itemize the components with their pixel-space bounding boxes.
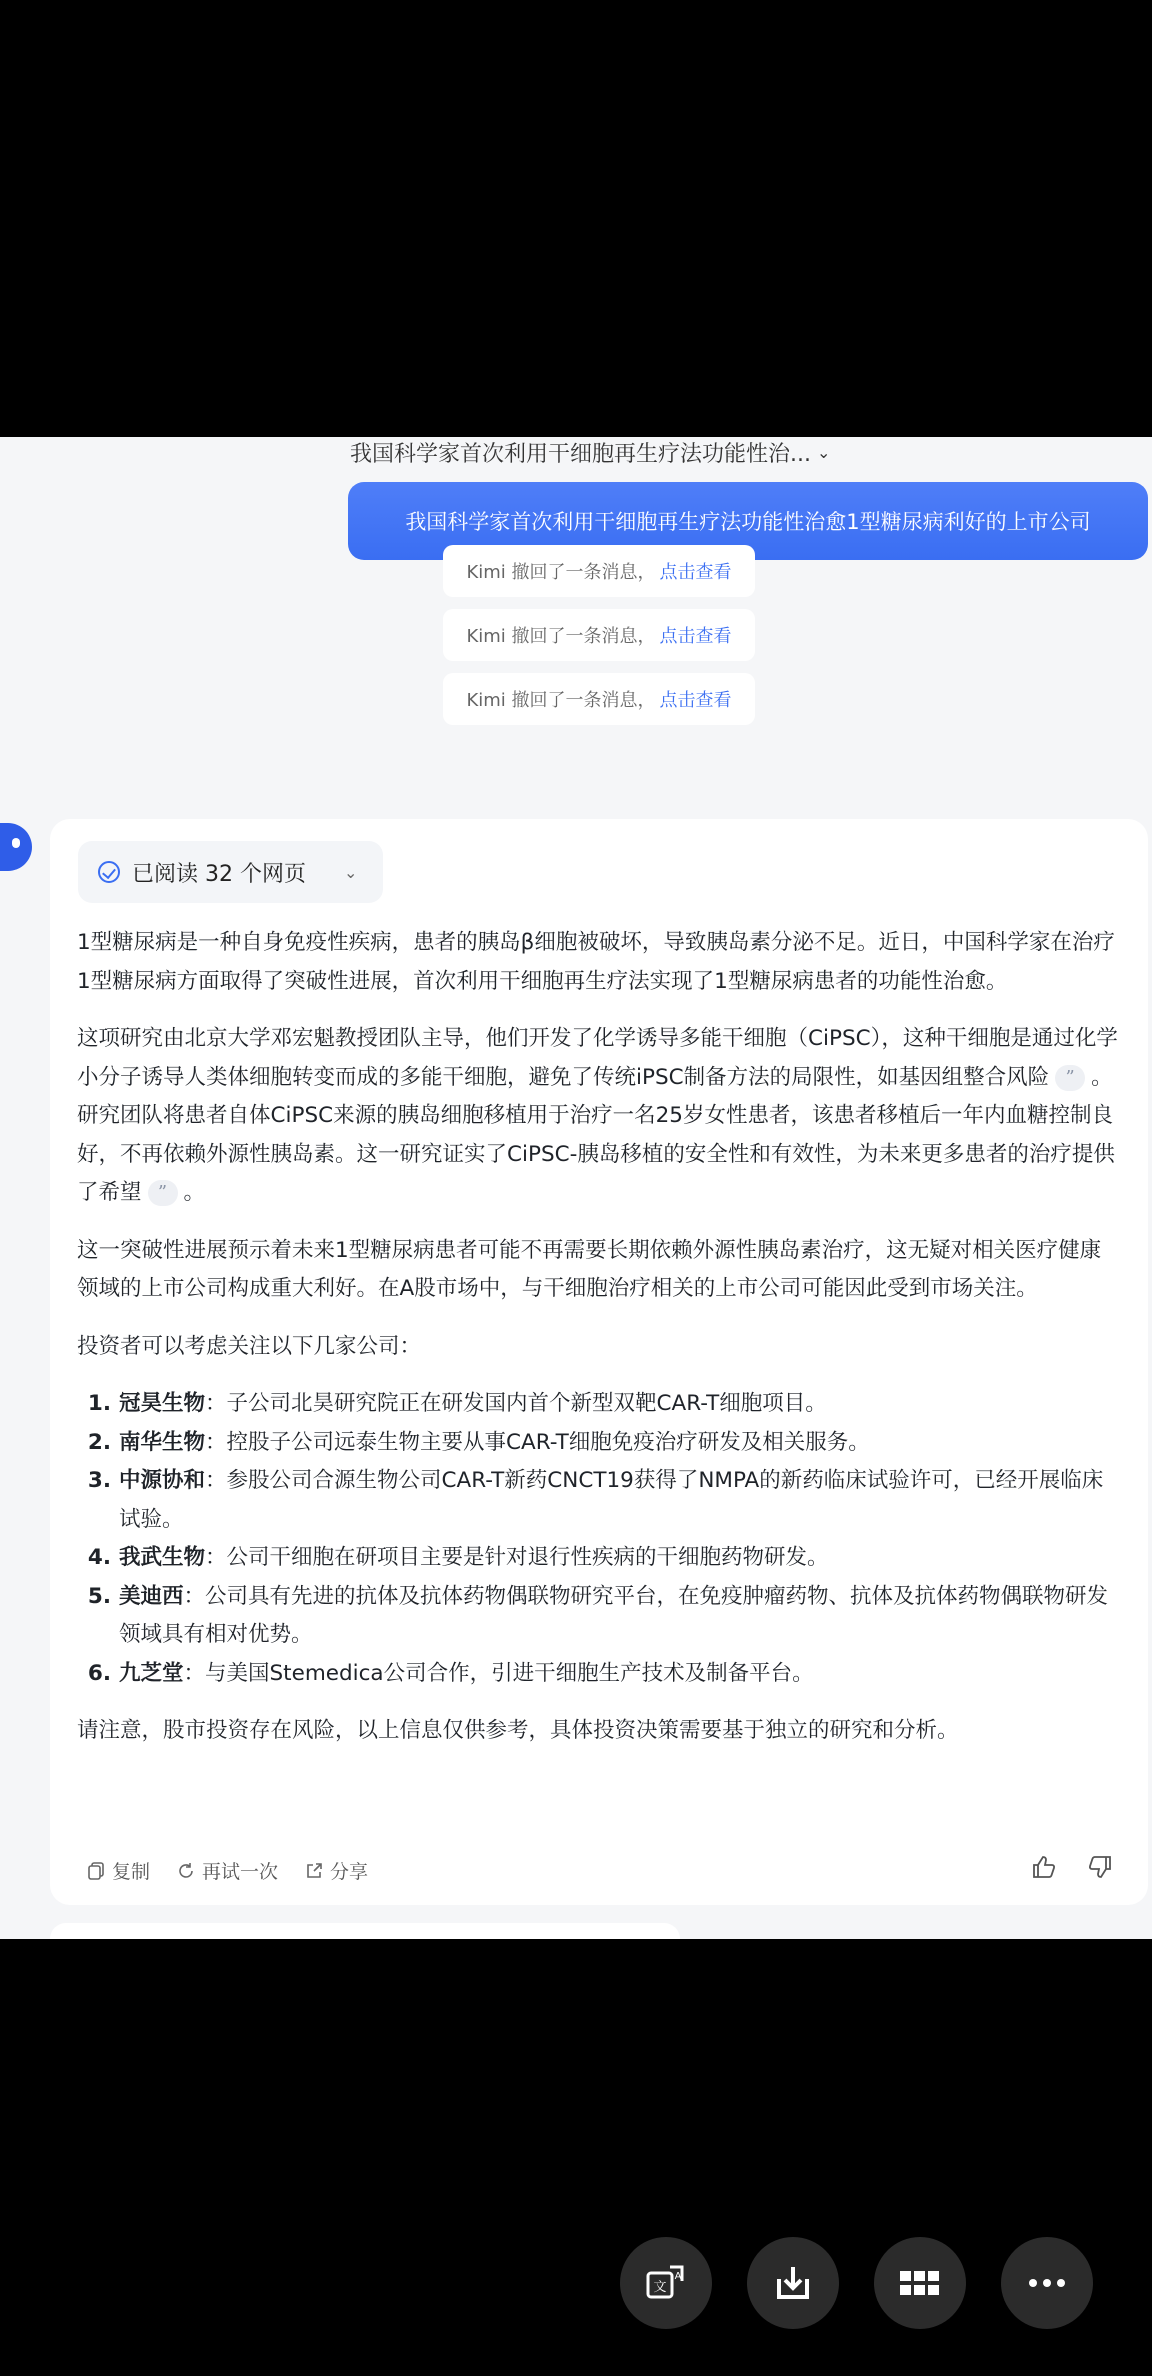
paragraph: 这项研究由北京大学邓宏魁教授团队主导，他们开发了化学诱导多能干细胞（CiPSC），这种干细胞是通过化学小分子诱导人类体细胞转变而成的多能干细胞，避免了传统iPSC制备方法的局限性，如基因组整合风险 ” 。研究团队将患者自体CiPSC来源的胰岛细胞移植用于治疗一名25岁女性患者，该患者移植后一年内血糖控制良好，不再依赖外源性胰岛素。这一研究证实了CiPSC-胰岛移植的安全性和有效性，为未来更多患者的治疗提供了希望 ” 。 <box>77 1026 1118 1205</box>
answer-card <box>50 819 1148 1905</box>
chevron-down-icon: ⌄ <box>816 442 831 462</box>
paragraph: 投资者可以考虑关注以下几家公司： <box>77 1333 422 1359</box>
read-sources-button[interactable]: 已阅读 32 个网页 ⌄ <box>78 841 383 903</box>
top-letterbox <box>0 0 1152 437</box>
list-item: 4. 我武生物：公司干细胞在研项目主要是针对退行性疾病的干细胞药物研发。 <box>87 1545 829 1570</box>
paragraph: 1型糖尿病是一种自身免疫性疾病，患者的胰岛β细胞被破坏，导致胰岛素分泌不足。近日，中国科学家在治疗1型糖尿病方面取得了突破性进展，首次利用干细胞再生疗法实现了1型糖尿病患者的功能性治愈。 <box>77 930 1115 994</box>
view-link[interactable]: 点击查看 <box>659 626 732 647</box>
list-item: 5. 美迪西：公司具有先进的抗体及抗体药物偶联物研究平台，在免疫肿瘤药物、抗体及抗体药物偶联物研发领域具有相对优势。 <box>87 1583 1109 1647</box>
recall-notice: Kimi 撤回了一条消息， 点击查看 <box>443 609 755 661</box>
chevron-down-icon: ⌄ <box>343 862 358 882</box>
translate-icon <box>642 2259 690 2307</box>
check-circle-icon <box>98 861 120 883</box>
list-item: 6. 九芝堂：与美国Stemedica公司合作，引进干细胞生产技术及制备平台。 <box>87 1660 814 1686</box>
answer-content <box>77 924 1122 1770</box>
svg-text:A: A <box>674 2271 682 2282</box>
svg-text:文: 文 <box>653 2280 667 2295</box>
more-button[interactable] <box>1001 2237 1093 2329</box>
list-item: 3. 中源协和：参股公司合源生物公司CAR-T新药CNCT19获得了NMPA的新药临床试验许可，已经开展临床试验。 <box>87 1468 1104 1532</box>
citation-icon[interactable]: ” <box>148 1180 178 1206</box>
citation-icon[interactable]: ” <box>1055 1065 1085 1091</box>
recall-notice: Kimi 撤回了一条消息， 点击查看 <box>443 545 755 597</box>
bottom-letterbox <box>0 1939 1152 2376</box>
thumbs-up-icon[interactable] <box>1030 1853 1058 1881</box>
list-item: 2. 南华生物：控股子公司远泰生物主要从事CAR-T细胞免疫治疗研发及相关服务。 <box>87 1429 870 1455</box>
paragraph: 这一突破性进展预示着未来1型糖尿病患者可能不再需要长期依赖外源性胰岛素治疗，这无疑对相关医疗健康领域的上市公司构成重大利好。在A股市场中，与干细胞治疗相关的上市公司可能因此受到市场关注。 <box>77 1237 1102 1301</box>
feedback-buttons <box>1030 1853 1114 1881</box>
retry-button[interactable]: 再试一次 <box>176 1857 278 1884</box>
next-message-card <box>50 1923 680 1939</box>
share-icon <box>304 1861 324 1881</box>
download-icon <box>769 2259 817 2307</box>
company-list <box>77 1385 1122 1693</box>
chat-viewport[interactable] <box>0 437 1152 1939</box>
grid-icon <box>896 2259 944 2307</box>
copy-icon <box>86 1861 106 1881</box>
recall-notice: Kimi 撤回了一条消息， 点击查看 <box>443 673 755 725</box>
more-icon <box>1023 2259 1071 2307</box>
copy-button[interactable]: 复制 <box>86 1857 150 1884</box>
translate-button[interactable] <box>620 2237 712 2329</box>
user-message-bubble: 我国科学家首次利用干细胞再生疗法功能性治愈1型糖尿病利好的上市公司 <box>348 482 1148 560</box>
view-link[interactable]: 点击查看 <box>659 562 732 583</box>
grid-button[interactable] <box>874 2237 966 2329</box>
view-link[interactable]: 点击查看 <box>659 690 732 711</box>
answer-actions <box>86 1857 368 1884</box>
kimi-avatar <box>0 823 32 871</box>
list-item: 1. 冠昊生物：子公司北昊研究院正在研发国内首个新型双靶CAR-T细胞项目。 <box>87 1391 827 1416</box>
download-button[interactable] <box>747 2237 839 2329</box>
thumbs-down-icon[interactable] <box>1086 1853 1114 1881</box>
share-button[interactable]: 分享 <box>304 1857 368 1884</box>
paragraph: 请注意，股市投资存在风险，以上信息仅供参考，具体投资决策需要基于独立的研究和分析。 <box>77 1718 959 1743</box>
refresh-icon <box>176 1861 196 1881</box>
previous-question-title[interactable]: 我国科学家首次利用干细胞再生疗法功能性治... ⌄ <box>350 441 831 467</box>
